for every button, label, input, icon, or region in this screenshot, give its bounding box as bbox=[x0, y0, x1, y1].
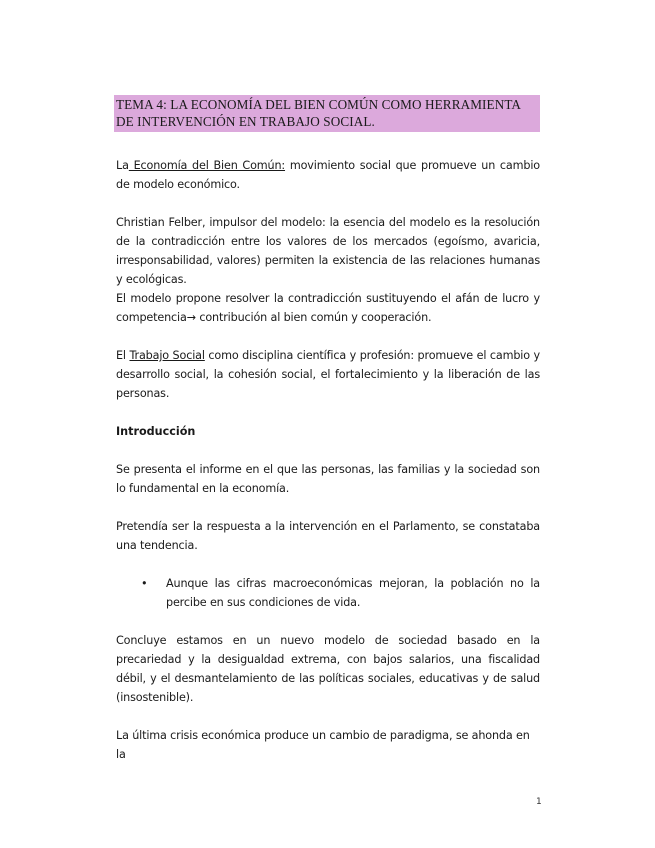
arrow-icon: → bbox=[186, 311, 196, 324]
paragraph-christian-felber: Christian Felber, impulsor del modelo: la esencia del modelo es la resolución de la contradicción entre los valores de los mercados (egoísmo, avaricia, irresponsabilidad, valores) permiten la existencia de las relaciones humanas y ecológicas. bbox=[116, 216, 540, 286]
paragraph-informe: Se presenta el informe en el que las personas, las familias y la sociedad son lo fundamental en la economía. bbox=[116, 463, 540, 495]
page-number: 1 bbox=[536, 797, 542, 807]
term-economia-bien-comun: Economía del Bien Común: bbox=[128, 159, 286, 172]
section-heading-introduccion: Introducción bbox=[116, 425, 196, 438]
para1-prefix: La bbox=[116, 159, 129, 172]
para4-text: como disciplina científica y profesión: promueve el cambio y desarrollo social, la cohesión social, el fortalecimiento y la liberación de las personas. bbox=[116, 349, 540, 400]
paragraph-trabajo-social bbox=[116, 346, 540, 403]
paragraph-respuesta: Pretendía ser la respuesta a la intervención en el Parlamento, se constataba una tendencia. bbox=[116, 520, 540, 552]
term-trabajo-social: Trabajo Social bbox=[129, 349, 205, 362]
paragraph-concluye: Concluye estamos en un nuevo modelo de sociedad basado en la precariedad y la desigualdad extrema, con bajos salarios, una fiscalidad débil, y el desmantelamiento de las políticas sociales, educativas y de salud (insostenible). bbox=[116, 634, 540, 704]
list-item bbox=[116, 574, 540, 612]
bullet-icon: • bbox=[141, 577, 148, 590]
para3-before: El modelo propone resolver la contradicción sustituyendo el afán de lucro y competencia bbox=[116, 292, 540, 324]
bullet-list bbox=[116, 574, 540, 612]
para1-text: movimiento social que promueve un cambio de modelo económico. bbox=[116, 159, 540, 191]
document-page bbox=[116, 95, 540, 764]
paragraph-modelo-propone bbox=[116, 289, 540, 327]
para4-prefix: El bbox=[116, 349, 130, 362]
para3-after: contribución al bien común y cooperación. bbox=[195, 311, 432, 324]
paragraph-economia-bien-comun bbox=[116, 156, 540, 194]
document-title bbox=[114, 95, 540, 132]
title-line-2: DE INTERVENCIÓN EN TRABAJO SOCIAL. bbox=[116, 114, 375, 129]
bullet-text: Aunque las cifras macroeconómicas mejoran, la población no la percibe en sus condiciones de vida. bbox=[166, 577, 540, 609]
paragraph-ultima-crisis: La última crisis económica produce un cambio de paradigma, se ahonda en la bbox=[116, 729, 530, 761]
title-line-1: TEMA 4: LA ECONOMÍA DEL BIEN COMÚN COMO HERRAMIENTA bbox=[116, 97, 522, 112]
